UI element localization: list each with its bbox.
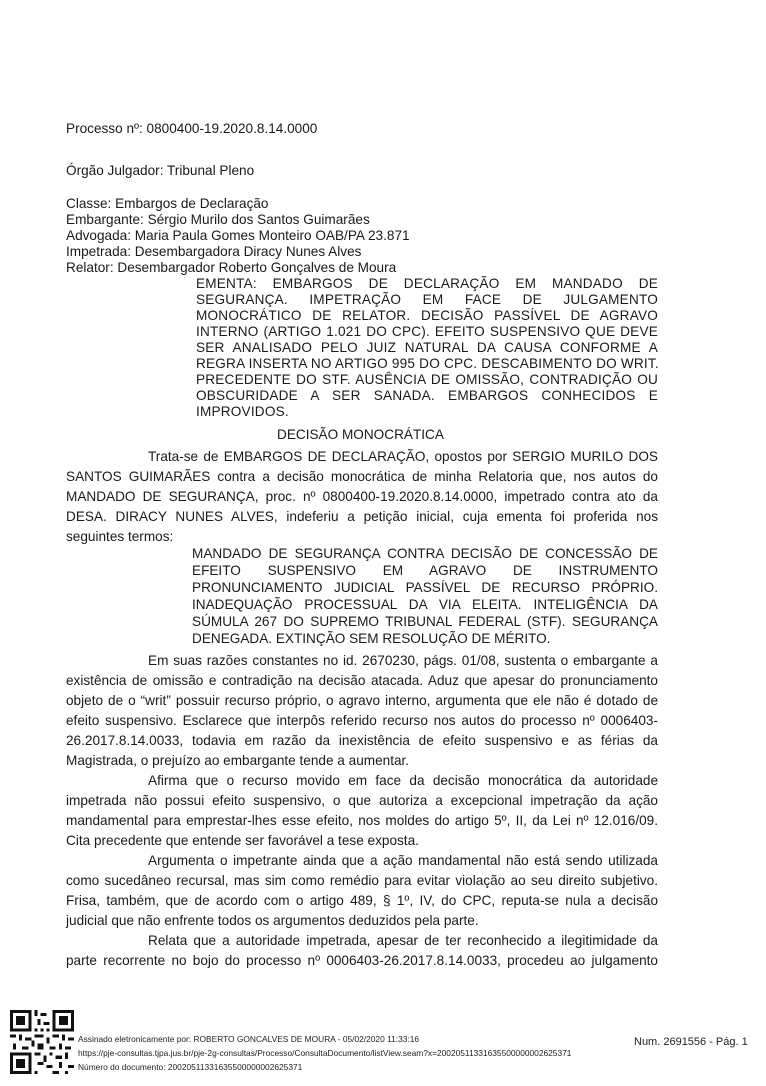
- paragraph-line: Magistrada, o prejuízo ao embargante tende a aumentar.: [66, 753, 410, 768]
- paragraph-line: Frisa, também, que de acordo com o artigo 489, § 1º, IV, do CPC, reputa-se nula a decisão: [66, 893, 658, 908]
- paragraph-line: impetrada não possui efeito suspensivo, o que autoriza a excepcional impetração da ação: [66, 793, 658, 808]
- ementa-line: REGRA INSERTA NO ARTIGO 995 DO CPC. DESCABIMENTO DO WRIT.: [196, 356, 659, 371]
- lawyer-line: Advogada: Maria Paula Gomes Monteiro OAB/PA 23.871: [66, 228, 410, 243]
- paragraph-line: Afirma que o recurso movido em face da decisão monocrática da autoridade: [148, 773, 658, 788]
- paragraph-line: mandamental para emprestar-lhes esse efeito, nos moldes do artigo 5º, II, da Lei nº 12.016/09.: [66, 813, 658, 828]
- appellant-line: Embargante: Sérgio Murilo dos Santos Guimarães: [66, 212, 370, 227]
- signature-line: Assinado eletronicamente por: ROBERTO GONCALVES DE MOURA - 05/02/2020 11:33:16: [78, 1034, 420, 1044]
- paragraph-line: judicial que não enfrente todos os argumentos deduzidos pela parte.: [66, 913, 479, 928]
- quote-line: DENEGADA. EXTINÇÃO SEM RESOLUÇÃO DE MÉRITO.: [192, 631, 551, 646]
- paragraph-line: efeito suspensivo. Esclarece que interpôs referido recurso nos autos do processo nº 0006403-: [66, 713, 658, 728]
- quote-line: SÚMULA 267 DO SUPREMO TRIBUNAL FEDERAL (STF). SEGURANÇA: [192, 614, 658, 629]
- decision-title: DECISÃO MONOCRÁTICA: [277, 427, 444, 442]
- rapporteur-line: Relator: Desembargador Roberto Gonçalves de Moura: [66, 260, 397, 275]
- ementa-line: IMPROVIDOS.: [196, 404, 289, 419]
- paragraph-line: como sucedâneo recursal, mas sim como remédio para evitar violação ao seu direito subjetivo.: [66, 873, 658, 888]
- respondent-line: Impetrada: Desembargadora Diracy Nunes Alves: [66, 244, 362, 259]
- paragraph-line: objeto de o “writ” possuir recurso próprio, o agravo interno, argumenta que ele não é dotado de: [66, 693, 658, 708]
- paragraph-line: parte recorrente no bojo do processo nº 0006403-26.2017.8.14.0033, procedeu ao julgamento: [66, 953, 658, 968]
- qr-code: [10, 1010, 74, 1074]
- paragraph-line: MANDADO DE SEGURANÇA, proc. nº 0800400-19.2020.8.14.0000, impetrado contra ato da: [66, 489, 658, 504]
- paragraph-line: 26.2017.8.14.0033, todavia em razão da inexistência de efeito suspensivo e as férias da: [66, 733, 658, 748]
- paragraph-line: seguintes termos:: [66, 529, 174, 544]
- paragraph-line: existência de omissão e contradição na decisão atacada. Aduz que apesar do pronunciamento: [66, 673, 658, 688]
- document-number: Número do documento: 20020511331635500000002625371: [78, 1062, 303, 1072]
- judging-body: Órgão Julgador: Tribunal Pleno: [66, 163, 255, 178]
- quote-line: INADEQUAÇÃO PROCESSUAL DA VIA ELEITA. INTELIGÊNCIA DA: [192, 597, 658, 612]
- page-info: Num. 2691556 - Pág. 1: [634, 1036, 748, 1048]
- ementa-line: EMENTA: EMBARGOS DE DECLARAÇÃO EM MANDADO DE: [196, 276, 658, 291]
- paragraph-line: Relata que a autoridade impetrada, apesar de ter reconhecido a ilegitimidade da: [148, 933, 658, 948]
- quote-line: MANDADO DE SEGURANÇA CONTRA DECISÃO DE CONCESSÃO DE: [192, 546, 658, 561]
- ementa-line: MONOCRÁTICO DE RELATOR. DECISÃO PASSÍVEL DE AGRAVO: [196, 308, 658, 323]
- process-number: Processo nº: 0800400-19.2020.8.14.0000: [66, 121, 318, 136]
- paragraph-line: Trata-se de EMBARGOS DE DECLARAÇÃO, opostos por SERGIO MURILO DOS: [148, 449, 658, 464]
- ementa-line: SER ANALISADO PELO JUIZ NATURAL DA CAUSA CONFORME A: [196, 340, 658, 355]
- paragraph-line: DESA. DIRACY NUNES ALVES, indeferiu a petição inicial, cuja ementa foi proferida nos: [66, 509, 658, 524]
- paragraph-line: SANTOS GUIMARÃES contra a decisão monocrática de minha Relatoria que, nos autos do: [66, 469, 658, 484]
- class-line: Classe: Embargos de Declaração: [66, 196, 269, 211]
- document-url-link[interactable]: https://pje-consultas.tjpa.jus.br/pje-2g-consultas/Processo/ConsultaDocumento/listView.seam?x=20020511331635500000002625371: [78, 1048, 572, 1058]
- ementa-line: PRECEDENTE DO STF. AUSÊNCIA DE OMISSÃO, CONTRADIÇÃO OU: [196, 372, 658, 387]
- ementa-line: INTERNO (ARTIGO 1.021 DO CPC). EFEITO SUSPENSIVO QUE DEVE: [196, 324, 658, 339]
- paragraph-line: Cita precedente que entende ser favorável a tese exposta.: [66, 833, 419, 848]
- ementa-line: OBSCURIDADE A SER SANADA. EMBARGOS CONHECIDOS E: [196, 388, 658, 403]
- quote-line: EFEITO SUSPENSIVO EM AGRAVO DE INSTRUMENTO: [192, 563, 658, 578]
- quote-line: PRONUNCIAMENTO JUDICIAL PASSÍVEL DE RECURSO PRÓPRIO.: [192, 580, 658, 595]
- ementa-line: SEGURANÇA. IMPETRAÇÃO EM FACE DE JULGAMENTO: [196, 292, 658, 307]
- paragraph-line: Em suas razões constantes no id. 2670230, págs. 01/08, sustenta o embargante a: [148, 653, 658, 668]
- paragraph-line: Argumenta o impetrante ainda que a ação mandamental não está sendo utilizada: [148, 853, 658, 868]
